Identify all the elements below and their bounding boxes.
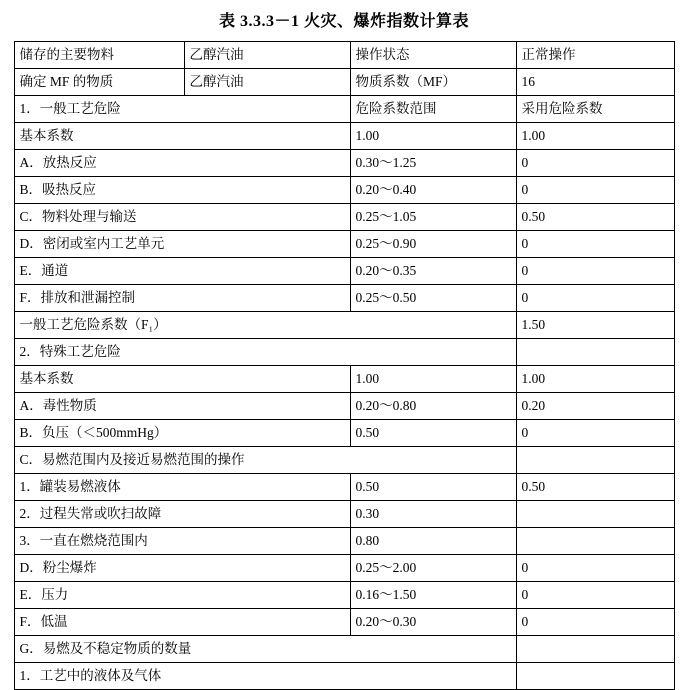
row-value [516,447,674,474]
row-range: 0.20～0.35 [350,258,516,285]
table-row [14,663,674,690]
row-value: 0 [516,258,674,285]
row-label: F．低温 [14,609,350,636]
row-value [516,663,674,690]
cell-mf-value: 16 [516,69,674,96]
row-range: 0.20～0.80 [350,393,516,420]
row-label: D．粉尘爆炸 [14,555,350,582]
row-label: 2．特殊工艺危险 [14,339,516,366]
row-value: 0 [516,609,674,636]
row-value [516,636,674,663]
row-value [516,528,674,555]
cell-operation-state-value: 正常操作 [516,42,674,69]
table-row [14,474,674,501]
cell-material-value: 乙醇汽油 [184,42,350,69]
row-label: 基本系数 [14,123,350,150]
table-row [14,528,674,555]
row-range: 0.25～1.05 [350,204,516,231]
row-value [516,339,674,366]
row-value: 0 [516,420,674,447]
table-row [14,447,674,474]
cell-mf-substance-value: 乙醇汽油 [184,69,350,96]
row-value: 0 [516,231,674,258]
row-range: 0.30 [350,501,516,528]
row-label: 2．过程失常或吹扫故障 [14,501,350,528]
cell-operation-state-label: 操作状态 [350,42,516,69]
table-row [14,366,674,393]
table-row [14,177,674,204]
table-row [14,393,674,420]
table-row [14,636,674,663]
row-value: 0.50 [516,474,674,501]
row-label: F．排放和泄漏控制 [14,285,350,312]
row-range: 0.20～0.30 [350,609,516,636]
row-label: G．易燃及不稳定物质的数量 [14,636,516,663]
row-value: 0.50 [516,204,674,231]
table-row [14,339,674,366]
row-label: 一般工艺危险系数（F₁） [14,312,516,339]
row-label: 3．一直在燃烧范围内 [14,528,350,555]
table-row [14,582,674,609]
table-row [14,312,674,339]
cell-mf-substance-label: 确定 MF 的物质 [14,69,184,96]
row-value: 0 [516,582,674,609]
table-row [14,285,674,312]
row-label: C．易燃范围内及接近易燃范围的操作 [14,447,516,474]
table-body [14,42,674,690]
page-title: 表 3.3.3－1 火灾、爆炸指数计算表 [218,13,469,30]
table-row [14,258,674,285]
row-label: E．压力 [14,582,350,609]
cell-material-label: 储存的主要物料 [14,42,184,69]
row-value: 0.20 [516,393,674,420]
table-row [14,69,674,96]
row-value: 0 [516,177,674,204]
row-range: 0.50 [350,420,516,447]
table-row [14,420,674,447]
row-label: D．密闭或室内工艺单元 [14,231,350,258]
table-row [14,150,674,177]
row-value: 0 [516,285,674,312]
row-label: 基本系数 [14,366,350,393]
row-value: 采用危险系数 [516,96,674,123]
table-row [14,231,674,258]
row-label: C．物料处理与输送 [14,204,350,231]
row-range: 0.25～0.90 [350,231,516,258]
row-value: 0 [516,150,674,177]
row-label: A．放热反应 [14,150,350,177]
row-range: 危险系数范围 [350,96,516,123]
row-range: 0.25～0.50 [350,285,516,312]
row-range: 1.00 [350,123,516,150]
row-range: 0.16～1.50 [350,582,516,609]
fire-explosion-index-table [14,41,675,690]
row-value: 1.50 [516,312,674,339]
row-value [516,501,674,528]
cell-mf-label: 物质系数（MF） [350,69,516,96]
row-label: A．毒性物质 [14,393,350,420]
table-row [14,501,674,528]
row-range: 0.25～2.00 [350,555,516,582]
row-value: 0 [516,555,674,582]
table-row [14,42,674,69]
row-value: 1.00 [516,123,674,150]
row-range: 0.80 [350,528,516,555]
row-label: B．负压（＜500mmHg） [14,420,350,447]
row-label: E．通道 [14,258,350,285]
row-value: 1.00 [516,366,674,393]
row-label: B．吸热反应 [14,177,350,204]
row-range: 1.00 [350,366,516,393]
row-range: 0.30～1.25 [350,150,516,177]
row-label: 1．一般工艺危险 [14,96,350,123]
table-row [14,96,674,123]
table-row [14,609,674,636]
table-row [14,123,674,150]
table-row [14,204,674,231]
row-label: 1．罐装易燃液体 [14,474,350,501]
row-range: 0.50 [350,474,516,501]
row-label: 1．工艺中的液体及气体 [14,663,516,690]
table-row [14,555,674,582]
row-range: 0.20～0.40 [350,177,516,204]
